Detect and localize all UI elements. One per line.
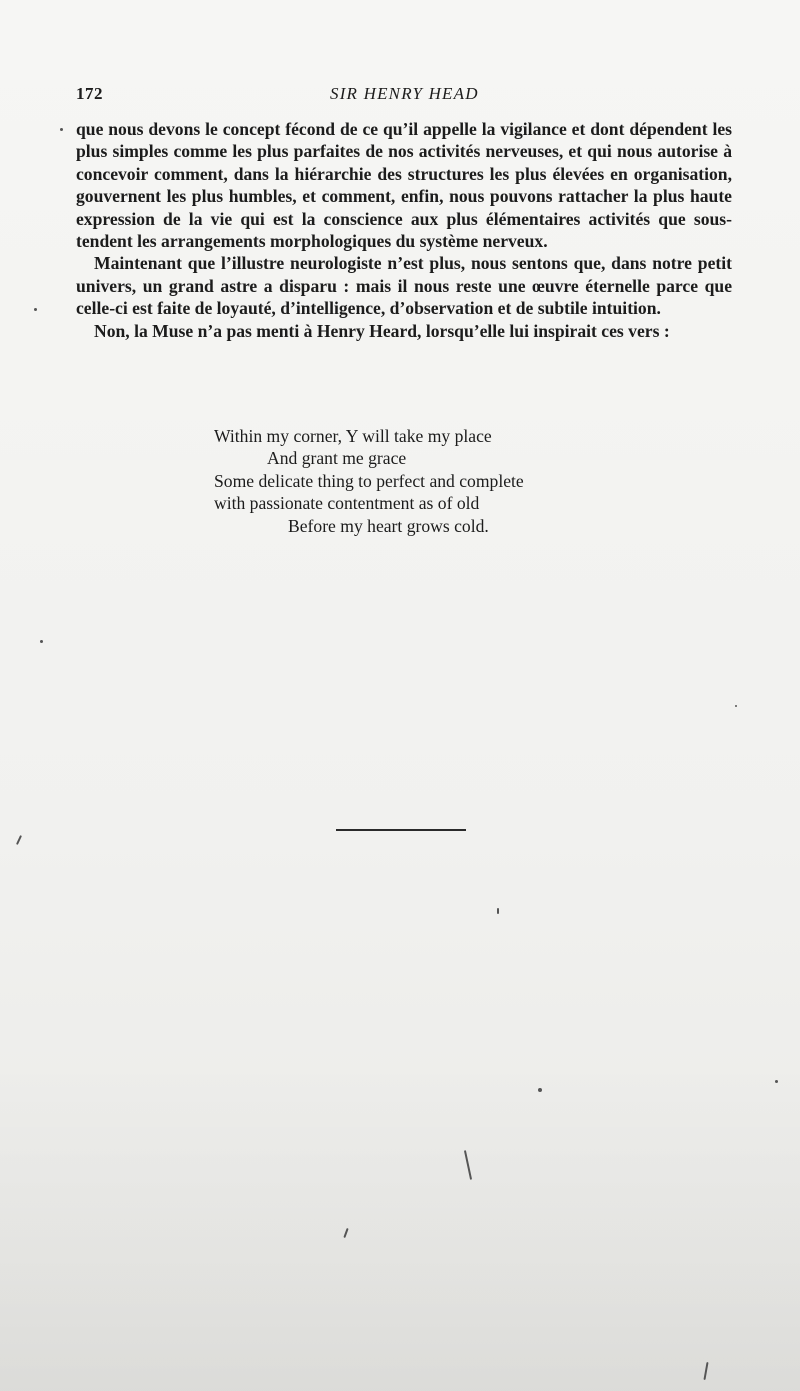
- paper-shading: [0, 1061, 800, 1391]
- paragraph-1: que nous devons le concept fécond de ce qu’il appelle la vigilance et dont dépendent les plus simples comme les plus parfaites de nos activités nerveuses, et qui nous autorise à concevoir comment, dans la hiérarchie des structures les plus élevées en organisation, gouvernent les plus humbles, et comment, enfin, nous pouvons rattacher la plus haute expression de la vie qui est la conscience aux plus élémentaires activités que sous-tendent les arrangements morphologiques du système nerveux.: [76, 119, 732, 252]
- poem-line-1: Within my corner, Y will take my place: [214, 426, 492, 446]
- poem-line-4: with passionate contentment as of old: [214, 493, 480, 514]
- poem-line-5: Before my heart grows cold.: [288, 515, 489, 536]
- end-rule: [336, 829, 466, 831]
- paper-speck: [538, 1088, 542, 1092]
- page-header: [76, 84, 732, 108]
- paragraph-3: Non, la Muse n’a pas menti à Henry Heard, lorsqu’elle lui inspirait ces vers :: [94, 320, 670, 341]
- running-title: SIR HENRY HEAD: [330, 84, 479, 103]
- poem-stanza: [214, 425, 634, 537]
- page-number: 172: [76, 84, 103, 103]
- poem-line-3: Some delicate thing to perfect and complete: [214, 470, 524, 491]
- paper-speck: [735, 705, 737, 707]
- poem-line-2: And grant me grace: [267, 448, 407, 469]
- paper-speck: [775, 1080, 778, 1083]
- paper-speck: [34, 308, 37, 311]
- paper-speck: [16, 835, 22, 845]
- paper-speck: [60, 128, 63, 131]
- paper-speck: [40, 640, 43, 643]
- paragraph-2: Maintenant que l’illustre neurologiste n’est plus, nous sentons que, dans notre petit univers, un grand astre a disparu : mais il nous reste une œuvre éternelle parce que celle-ci est faite de loyauté, d’intelligence, d’observation et de subtile intuition.: [76, 253, 732, 319]
- paper-speck: [497, 908, 499, 914]
- body-text: [76, 118, 732, 342]
